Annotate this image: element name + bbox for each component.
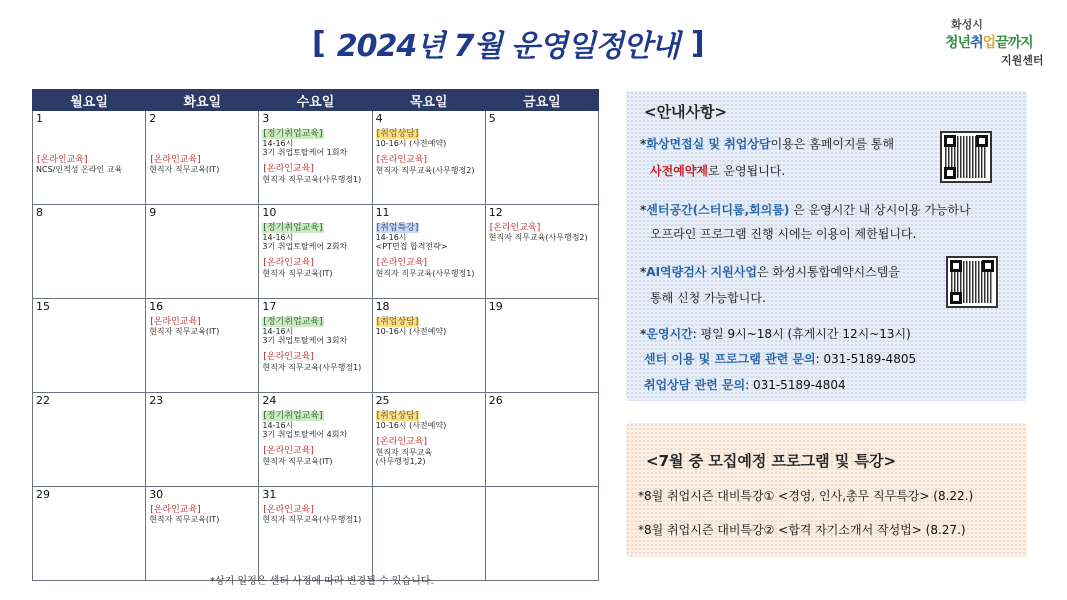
event-tag: [취업상담]	[376, 410, 419, 421]
notice-item3-line2: 통해 신청 가능합니다.	[650, 291, 766, 305]
footnote: *상기 일정은 센터 사정에 따라 변경될 수 있습니다.	[210, 576, 434, 587]
event-detail: 3기 취업토탈케어 4회차	[262, 430, 348, 440]
title-bracket-close: ]	[690, 25, 704, 61]
recruit-item-1: *8월 취업시즌 대비특강① <경영, 인사,총무 직무특강> (8.22.)	[638, 489, 974, 503]
day-number: 12	[488, 206, 503, 219]
day-number: 17	[262, 300, 277, 313]
event-detail: 3기 취업토탈케어 2회차	[262, 242, 348, 252]
event-detail: 14-16시	[262, 420, 294, 430]
event-detail: 14-16시	[262, 326, 294, 336]
calendar-day-cell	[485, 111, 598, 205]
day-number: 15	[36, 300, 50, 313]
calendar-day-cell	[372, 299, 485, 393]
weekday-header: 금요일	[485, 90, 598, 111]
calendar-week-row	[33, 393, 599, 487]
calendar-day-cell	[372, 487, 485, 581]
calendar-day-cell	[372, 205, 485, 299]
day-number: 9	[149, 206, 157, 219]
event-tag: [정기취업교육]	[263, 128, 323, 139]
event-detail: 14-16시	[375, 232, 407, 242]
calendar-day-cell	[485, 393, 598, 487]
page-title	[300, 18, 770, 68]
event-detail: 현직자 직무교육(사무행정1)	[262, 362, 362, 372]
day-number: 18	[375, 300, 390, 313]
qr-code-ai-test[interactable]	[946, 256, 998, 308]
title-bracket-open: [	[312, 25, 325, 61]
calendar-day-cell	[259, 393, 372, 487]
event-detail: 현직자 직무교육(사무행정2)	[375, 165, 475, 175]
event-detail: 3기 취업토탈케어 1회차	[262, 148, 348, 158]
event-detail: 3기 취업토탈케어 3회차	[262, 336, 348, 346]
day-number: 24	[262, 394, 277, 407]
day-number: 30	[149, 488, 164, 501]
calendar-day-cell	[33, 487, 146, 581]
event-tag: [취업상담]	[376, 316, 419, 327]
event-tag: [온라인교육]	[150, 154, 201, 165]
event-tag: [온라인교육]	[489, 222, 541, 233]
day-number: 26	[488, 394, 503, 407]
event-detail: 현직자 직무교육	[375, 447, 433, 457]
event-tag: [취업상담]	[376, 128, 419, 139]
event-detail: 10-16시 (사전예약)	[375, 326, 447, 336]
event-detail: 현직자 직무교육(IT)	[262, 268, 333, 278]
weekday-header: 수요일	[259, 90, 372, 111]
event-detail: 현직자 직무교육(IT)	[262, 456, 333, 466]
event-detail: 10-16시 (사전예약)	[375, 138, 447, 148]
calendar-week-row	[33, 205, 599, 299]
event-tag: [취업특강]	[376, 222, 419, 233]
event-detail: 현직자 직무교육(IT)	[149, 164, 220, 174]
event-tag: [온라인교육]	[263, 352, 314, 363]
calendar-day-cell	[259, 111, 372, 205]
event-tag: [정기취업교육]	[263, 410, 323, 421]
event-detail: <PT면접 합격전략>	[375, 242, 448, 252]
event-tag: [온라인교육]	[376, 258, 428, 269]
weekday-header: 목요일	[372, 90, 485, 111]
logo-line2: 청년취업끝까지	[945, 35, 1033, 51]
event-tag: [온라인교육]	[263, 446, 314, 457]
calendar-day-cell	[259, 299, 372, 393]
day-number: 16	[149, 300, 164, 313]
calendar-day-cell	[146, 487, 259, 581]
calendar-day-cell	[485, 299, 598, 393]
calendar-day-cell	[146, 299, 259, 393]
calendar-day-cell	[146, 393, 259, 487]
notice-item3-line1: *AI역량검사 지원사업은 화성시통합예약시스템을	[640, 265, 900, 279]
calendar-day-cell	[259, 487, 372, 581]
title-text: 2024년 7월 운영일정안내	[336, 29, 679, 64]
calendar-day-cell	[33, 393, 146, 487]
calendar-week-row	[33, 487, 599, 581]
day-number: 3	[262, 112, 270, 125]
event-tag: [온라인교육]	[150, 316, 201, 327]
event-tag: [온라인교육]	[263, 164, 314, 175]
notice-item1-line2: 사전예약제로 운영됩니다.	[650, 164, 786, 178]
calendar-day-cell	[33, 299, 146, 393]
schedule-calendar	[32, 89, 599, 581]
notice-item4-line1: *운영시간: 평일 9시~18시 (휴게시간 12시~13시)	[640, 327, 911, 341]
recruit-panel	[626, 423, 1027, 557]
logo-line3: 지원센터	[1001, 54, 1044, 67]
center-logo	[945, 14, 1055, 70]
event-detail: 현직자 직무교육(IT)	[149, 514, 220, 524]
recruit-heading: <7월 중 모집예정 프로그램 및 특강>	[646, 452, 897, 470]
calendar-day-cell	[485, 487, 598, 581]
calendar-day-cell	[259, 205, 372, 299]
event-detail: 14-16시	[262, 232, 294, 242]
notice-item4-line3: 취업상담 관련 문의: 031-5189-4804	[644, 378, 846, 392]
day-number: 4	[375, 112, 383, 125]
notice-item4-line2: 센터 이용 및 프로그램 관련 문의: 031-5189-4805	[644, 352, 917, 366]
day-number: 5	[488, 112, 496, 125]
day-number: 1	[36, 112, 43, 125]
calendar-day-cell	[146, 111, 259, 205]
qr-code-reservation[interactable]	[940, 131, 992, 183]
event-tag: [온라인교육]	[263, 258, 314, 269]
calendar-day-cell	[33, 205, 146, 299]
calendar-day-cell	[485, 205, 598, 299]
calendar-week-row	[33, 111, 599, 205]
day-number: 25	[375, 394, 390, 407]
day-number: 29	[36, 488, 50, 501]
notice-item1-line1: *화상면접실 및 취업상담이용은 홈페이지를 통해	[640, 137, 895, 151]
calendar-day-cell	[372, 393, 485, 487]
event-detail: 10-16시 (사전예약)	[375, 420, 447, 430]
notice-panel	[626, 91, 1027, 401]
event-detail: NCS/인적성 온라인 교육	[36, 164, 123, 174]
calendar-day-cell	[33, 111, 146, 205]
event-detail: 14-16시	[262, 138, 294, 148]
day-number: 2	[149, 112, 157, 125]
event-detail: 현직자 직무교육(사무행정1)	[262, 174, 362, 184]
notice-heading: <안내사항>	[644, 103, 728, 121]
day-number: 19	[488, 300, 503, 313]
event-tag: [정기취업교육]	[263, 316, 323, 327]
day-number: 11	[375, 206, 390, 219]
logo-line1: 화성시	[951, 18, 983, 31]
event-tag: [온라인교육]	[37, 154, 88, 165]
event-tag: [온라인교육]	[150, 504, 201, 515]
weekday-header: 월요일	[33, 90, 146, 111]
event-tag: [정기취업교육]	[263, 222, 323, 233]
event-detail: (사무행정1,2)	[375, 456, 426, 466]
event-detail: 현직자 직무교육(사무행정1)	[375, 268, 475, 278]
event-tag: [온라인교육]	[263, 504, 314, 515]
event-detail: 현직자 직무교육(IT)	[149, 326, 220, 336]
event-detail: 현직자 직무교육(사무행정1)	[262, 514, 362, 524]
weekday-header: 화요일	[146, 90, 259, 111]
day-number: 8	[36, 206, 43, 219]
calendar-week-row	[33, 299, 599, 393]
event-tag: [온라인교육]	[376, 155, 428, 166]
day-number: 31	[262, 488, 277, 501]
recruit-item-2: *8월 취업시즌 대비특강② <합격 자기소개서 작성법> (8.27.)	[638, 523, 966, 537]
notice-item2-line1: *센터공간(스터디룸,회의룸) 은 운영시간 내 상시이용 가능하나	[640, 203, 971, 217]
day-number: 23	[149, 394, 164, 407]
event-tag: [온라인교육]	[376, 437, 428, 448]
notice-item2-line2: 오프라인 프로그램 진행 시에는 이용이 제한됩니다.	[650, 227, 917, 241]
day-number: 10	[262, 206, 277, 219]
day-number: 22	[36, 394, 50, 407]
calendar-day-cell	[372, 111, 485, 205]
calendar-day-cell	[146, 205, 259, 299]
event-detail: 현직자 직무교육(사무행정2)	[488, 232, 588, 242]
